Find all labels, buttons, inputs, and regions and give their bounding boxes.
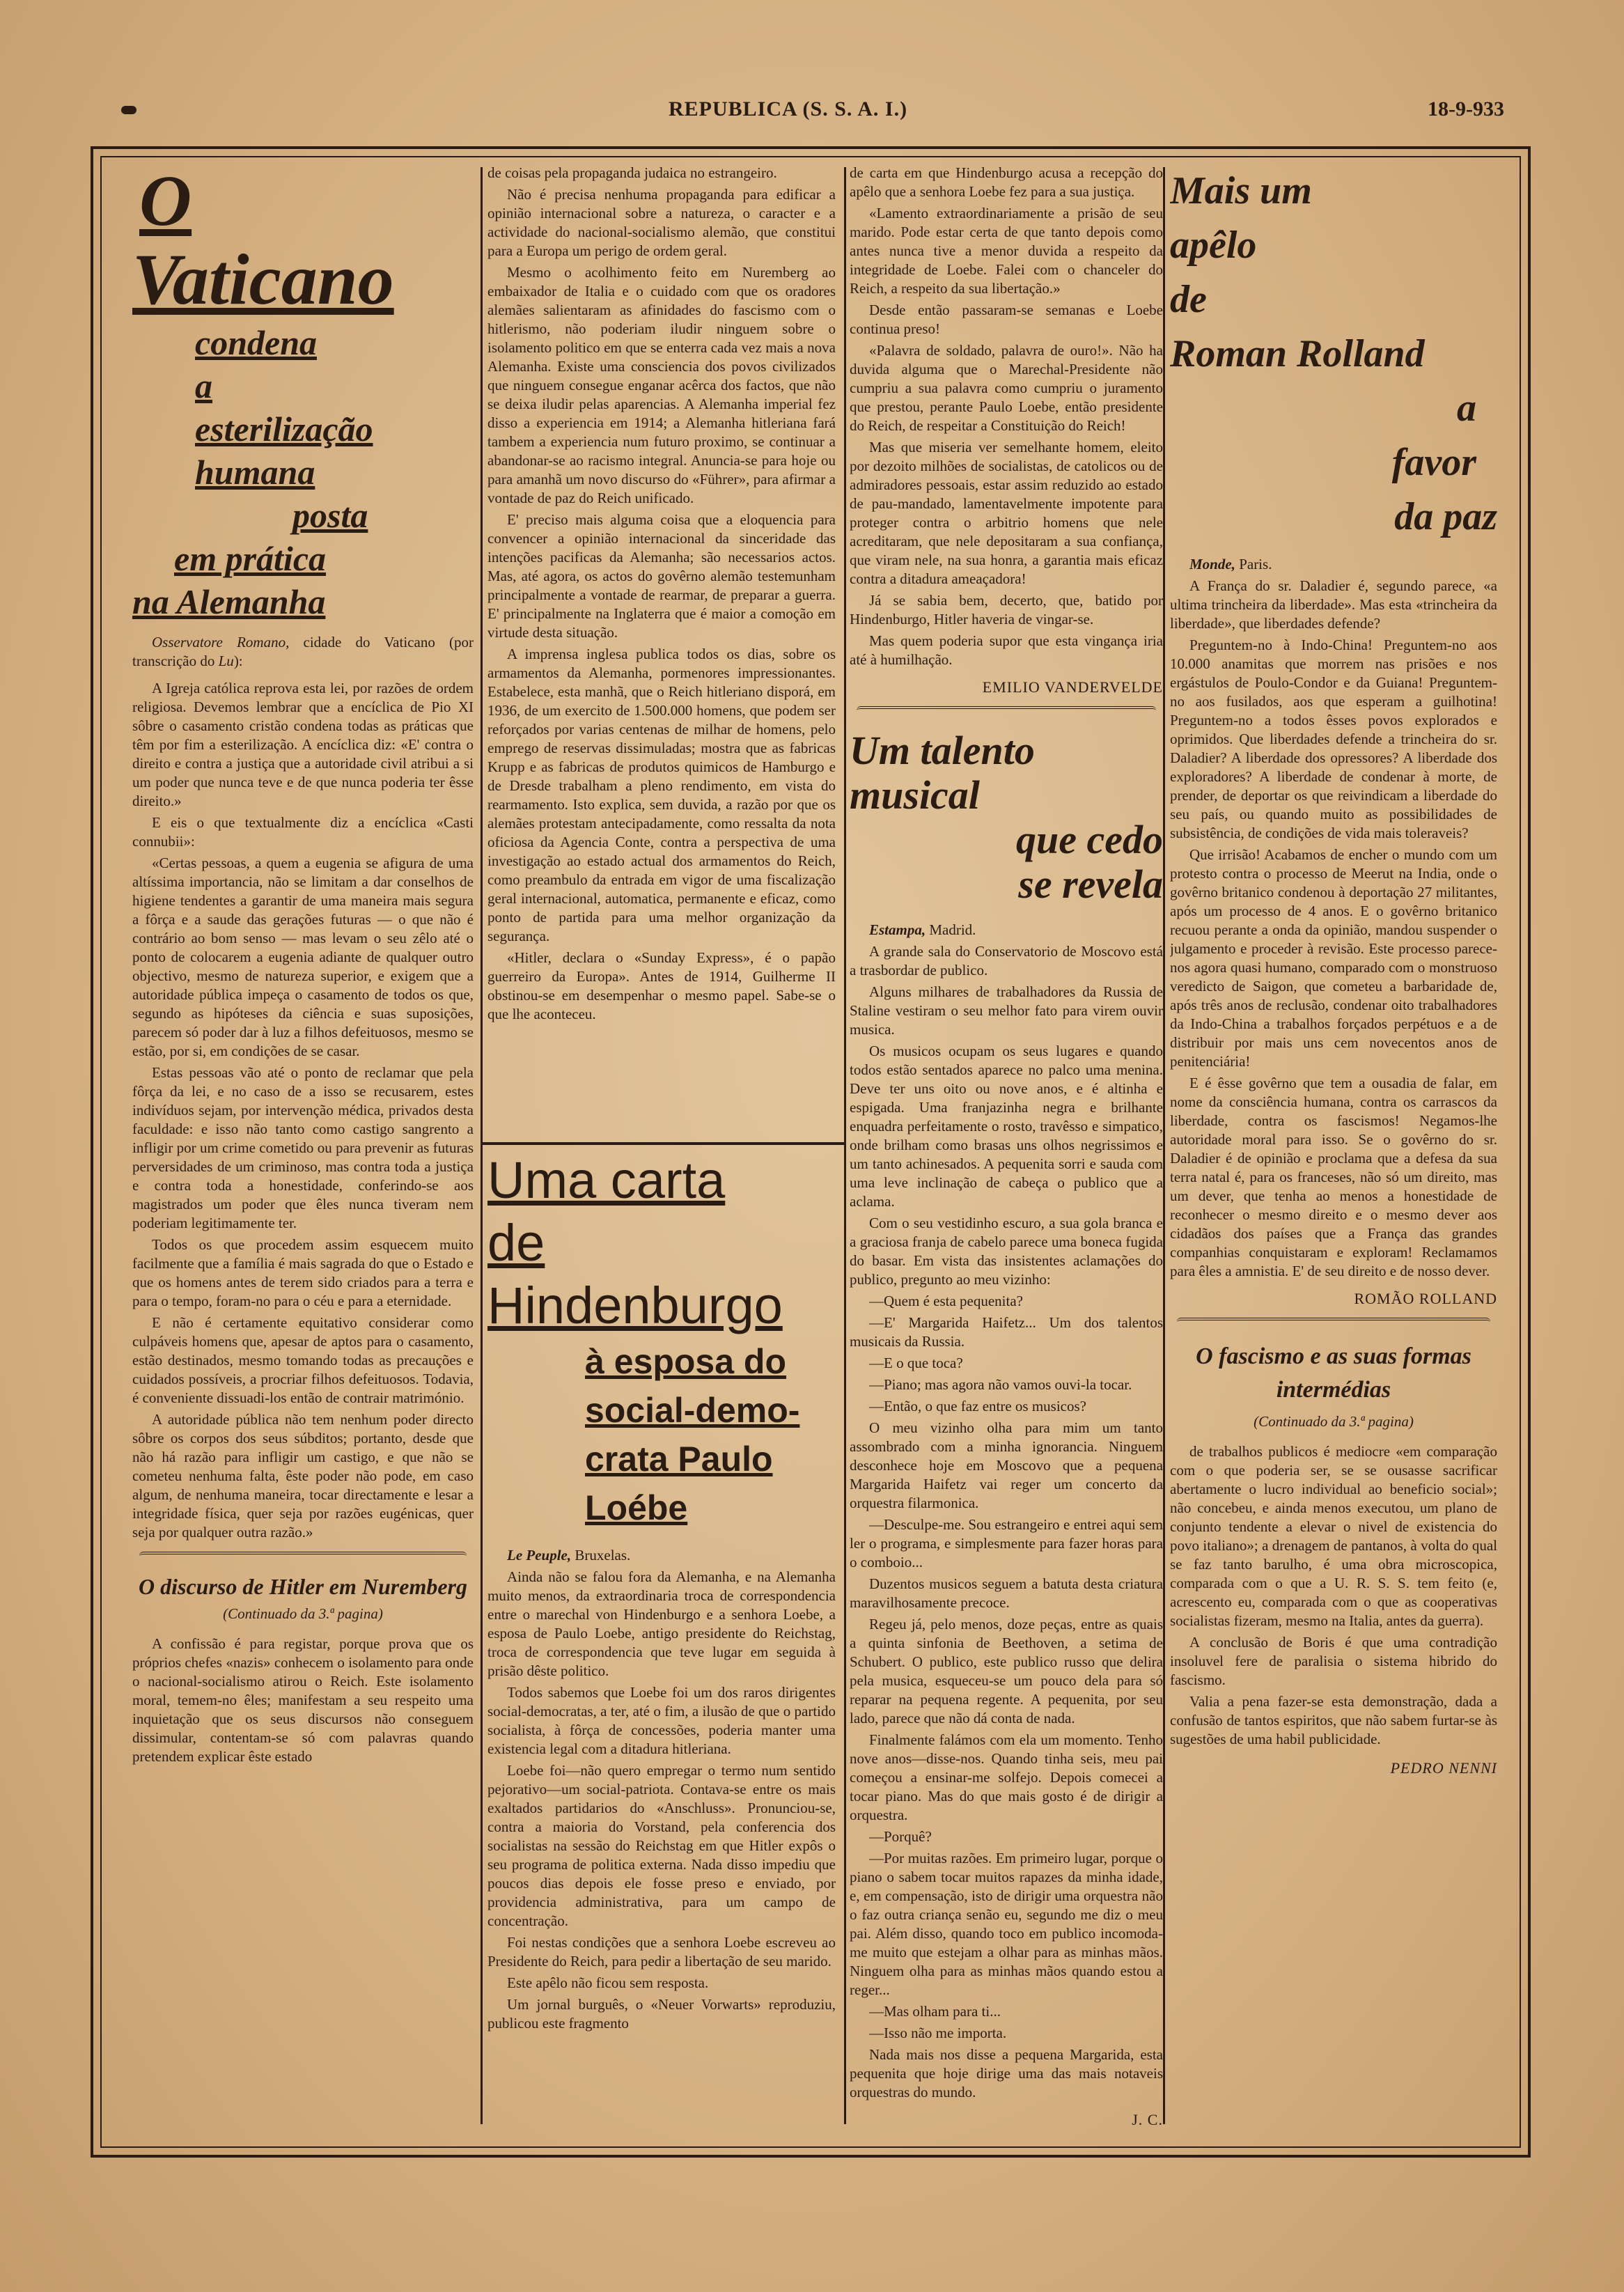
rolland-headline: de <box>1170 278 1207 321</box>
article-carta <box>487 1149 836 2089</box>
body-paragraph: —Porquê? <box>869 1828 932 1845</box>
rolland-headline: apêlo <box>1170 224 1257 267</box>
body-paragraph: Finalmente falámos com ela um momento. Tenho nove anos—disse-nos. Quando tinha seis, meu pai começou a ensinar-me solfejo. Depois comecei a tocar piano. Mas do que mais gosto é de dirigir a orquestra. <box>850 1731 1163 1823</box>
article-source: Monde, Paris. <box>1189 556 1272 572</box>
carta-subhead: à esposa do <box>585 1342 786 1381</box>
article-source: Estampa, Madrid. <box>869 921 976 938</box>
rolland-headline: Mais um <box>1170 169 1312 212</box>
article-source: Osservatore Romano, cidade do Vaticano (por transcrição do Lu): <box>132 634 474 669</box>
subhead-line: em prática <box>174 539 327 578</box>
page-header <box>125 98 1504 132</box>
talento-headline: se revela <box>1018 862 1163 907</box>
body-paragraph: —E' Margarida Haifetz... Um dos talentos musicais da Russia. <box>850 1314 1163 1350</box>
headline-o: O <box>139 164 192 241</box>
headline-vaticano: Vaticano <box>132 240 394 320</box>
body-paragraph: de coisas pela propaganda judaica no estrangeiro. <box>487 164 777 181</box>
masthead-title: REPUBLICA (S. S. A. I.) <box>669 98 908 120</box>
section-divider <box>1177 1318 1490 1330</box>
article-carta-continued <box>850 164 1163 2135</box>
body-paragraph: Alguns milhares de trabalhadores da Russia de Staline vestiram o seu melhor fato para virem ouvir musica. <box>850 983 1163 1038</box>
subhead-line: posta <box>292 496 368 535</box>
body-paragraph: Os musicos ocupam os seus lugares e quando todos estão sentados aparece no palco uma menina. Deve ter uns oito ou nove anos, e é altinha e espigada. Uma franjazinha negra e brilhante enquadra perfeitamente o rosto, travêsso e simpatico, onde brilham como brasas uns olhos negrissimos e um tanto achinesados. A pequenita sorri e sauda com uma leve inclinação de cabeça o publico que a aclama. <box>850 1043 1163 1210</box>
body-paragraph: E é êsse govêrno que tem a ousadia de falar, em nome da consciência humana, contra os carrascos da liberdade, contra os fascismos! Negamos-lhe autoridade moral para isso. Se o govêrno do sr. Daladier é de opinião e proclama que a defesa da sua terra natal é, para os franceses, não só um direito, mas um dever, que tenha ao menos a honestidade de reconhecer o mesmo direito e o mesmo dever aos cidadãos dos países que a França das grandes companhias conquistaram e exploram! Reclamamos para êles a amnistia. E' de seu direito e de nosso dever. <box>1170 1075 1497 1279</box>
body-paragraph: E não é certamente equitativo considerar como culpáveis homens que, apesar de aptos para o casamento, estão destinados, mesmo tomando todas as precauções e cuidados possíveis, a procriar filhos defeituosos. Todavia, é conveniente dissuadi-los então de contrair matrimónio. <box>132 1314 474 1406</box>
section-divider <box>139 1552 467 1564</box>
rolland-headline: da paz <box>1394 495 1497 538</box>
body-paragraph: Mas que miseria ver semelhante homem, eleito por dezoito milhões de socialistas, de catolicos ou de admiradores pessoais, estar assim reduzido ao estado de pau-mandado, lamentavelmente impotente para proteger contra o arbitrio homens que nele acreditaram, que nele depositaram a sua confiança, que viram nele, na sua honra, a garantia mais eficaz contra a ditadura ameaçadora! <box>850 439 1163 587</box>
body-paragraph: E' preciso mais alguma coisa que a eloquencia para convencer a opinião internacional da sinceridade das intenções pacificas da Alemanha; são necessarios actos. Mas, até agora, os actos do govêrno alemão testemunham principalmente a vontade de rearmar, de preparar a guerra. E' principalmente na Inglaterra que é maior a comoção em virtude desta situação. <box>487 511 836 641</box>
body-paragraph: Duzentos musicos seguem a batuta desta criatura maravilhosamente precoce. <box>850 1575 1163 1611</box>
body-paragraph: Mesmo o acolhimento feito em Nuremberg ao embaixador de Italia e o cuidado com que os oradores alemães salientaram as afinidades do fascismo com o hitlerismo, não poderiam iludir ninguem sobre o isolamento politico em que se enterra cada vez mais a nova Alemanha. Existe uma consciencia dos povos civilizados que ninguem consegue enganar acêrca dos factos, que não se deixa iludir pelas aparencias. A Alemanha imperial fez disso a experiencia em 1914; a Alemanha hitleriana fará tambem a experiencia num futuro proximo, se continuar a abandonar-se ao racismo integral. Anuncia-se para hoje ou para amanhã um novo discurso do «Führer», para afirmar a vontade de paz do Reich unificado. <box>487 264 836 506</box>
body-paragraph: Valia a pena fazer-se esta demonstração, dada a confusão de tantos espiritos, que não sabem furtar-se às sugestões de uma habil publicidade. <box>1170 1693 1497 1747</box>
subhead-line: humana <box>195 453 315 492</box>
body-paragraph: Todos sabemos que Loebe foi um dos raros dirigentes social-democratas, a ter, até o fim, a ilusão de que o partido socialista, à fôrça de concessões, poderia manter uma existencia legal com a ditadura hitleriana. <box>487 1684 836 1757</box>
body-paragraph: Desde então passaram-se semanas e Loebe continua preso! <box>850 302 1163 337</box>
body-paragraph: —Desculpe-me. Sou estrangeiro e entrei aqui sem ler o programa, e simplesmente para fazer horas para o comboio... <box>850 1516 1163 1570</box>
body-paragraph: A imprensa inglesa publica todos os dias, sobre os armamentos da Alemanha, pormenores impressionantes. Estabelece, esta manhã, que o Reich hitleriano disporá, em 1936, de um exercito de 1.500.000 homens, que podem ser reforçados por varias centenas de milhar de homens, pelo emprego de reservas dissimuladas; mostra que as fabricas Krupp e as fabricas de produtos quimicos de Hamburgo e de Dresde trabalham a pleno rendimento, em vista do rearmamento. Isto explica, sem duvida, a razão por que os alemães protestam antecipadamente, como ressalta da nota oficiosa da Agencia Conte, contra a perspectiva de uma investigação ao estado actual dos armamentos do Reich, como preambulo da entrada em vigor de uma fiscalização geral internacional, automatica, permanente e eficaz, como ponto de partida para uma melhor organização da segurança. <box>487 646 836 944</box>
subhead-line: na Alemanha <box>132 582 326 621</box>
hitler-headline: O discurso de Hitler em Nuremberg <box>139 1574 467 1599</box>
body-paragraph: A confissão é para registar, porque prova que os próprios chefes «nazis» conhecem o isolamento para onde o nacional-socialismo atirou o Reich. Este isolamento moral, temem-no êles; manifestam a seu respeito uma inquietação que os seus discursos não conseguem dissimular, contentam-se só com palavras quando pretendem explicar êste estado <box>132 1635 474 1765</box>
body-paragraph: —Por muitas razões. Em primeiro lugar, porque o piano o sabem tocar muitos rapazes da minha idade, e, em compensação, isto de dirigir uma orquestra não o faz outra criança senão eu, segundo me diz o meu pai. Além disso, quando toco em publico incomoda-me muito que estejam a olhar para as minhas mãos. Ninguem olha para as minhas mãos quando estou a reger... <box>850 1850 1163 1998</box>
article-vaticano <box>132 164 474 2135</box>
article-hitler-continued <box>487 164 836 1125</box>
body-paragraph: Não é precisa nenhuma propaganda para edificar a opinião internacional sobre a natureza, o caracter e a actividade do nacional-socialismo alemão, que constitui para a Europa um perigo de ordem geral. <box>487 186 836 259</box>
signature: PEDRO NENNI <box>1390 1759 1497 1777</box>
body-paragraph: Este apêlo não ficou sem resposta. <box>507 1974 709 1991</box>
body-paragraph: Todos os que procedem assim esquecem muito facilmente que a família é mais sagrada do que o Estado e que os homens antes de terem sido criados para a terra e para o tempo, foram-no para o céu e para a eternidade. <box>132 1236 474 1309</box>
body-paragraph: O meu vizinho olha para mim um tanto assombrado com a minha ignorancia. Ninguem desconhece hoje em Moscovo que a pequena Margarida Haifetz vai reger um concerto da orquestra filarmonica. <box>850 1419 1163 1511</box>
body-paragraph: Ainda não se falou fora da Alemanha, e na Alemanha muito menos, da extraordinaria troca de correspondencia entre o marechal von Hindenburgo e a senhora Loebe, a esposa de Paulo Loebe, antigo presidente do Reichstag, troca de correspondencia que teve lugar em seguida à prisão dêste politico. <box>487 1568 836 1679</box>
body-paragraph: «Lamento extraordinariamente a prisão de seu marido. Pode estar certa de que tanto depois como antes nunca tive a menor duvida a respeito da integridade de Loebe. Falei com o chanceler do Reich, a respeito da sua libertação.» <box>850 205 1163 297</box>
signature: J. C. <box>1132 2111 1163 2128</box>
talento-headline: que cedo <box>1016 817 1163 862</box>
column-rule <box>844 167 846 2124</box>
rolland-headline: a <box>1457 387 1476 430</box>
carta-headline: de <box>487 1214 545 1272</box>
subhead-line: condena <box>195 323 317 362</box>
carta-subhead: social-demo- <box>585 1391 800 1430</box>
body-paragraph: «Hitler, declara o «Sunday Express», é o papão guerreiro da Europa». Antes de 1914, Guilherme II obstinou-se em desempenhar o mesmo papel. Sabe-se o que lhe aconteceu. <box>487 949 836 1022</box>
body-paragraph: —Piano; mas agora não vamos ouvi-la tocar. <box>869 1376 1132 1393</box>
continued-note: (Continuado da 3.ª pagina) <box>1254 1413 1414 1430</box>
section-divider <box>857 706 1156 719</box>
carta-headline: Hindenburgo <box>487 1277 783 1334</box>
continued-note: (Continuado da 3.ª pagina) <box>223 1605 383 1622</box>
fascismo-headline: O fascismo e as suas formas intermédias <box>1196 1343 1471 1403</box>
body-paragraph: Nada mais nos disse a pequena Margarida, esta pequenita que hoje dirige uma das mais notaveis orquestras do mundo. <box>850 2046 1163 2100</box>
body-paragraph: —E o que toca? <box>869 1355 963 1371</box>
rolland-headline: favor <box>1391 441 1476 484</box>
body-paragraph: Já se sabia bem, decerto, que, batido por Hindenburgo, Hitler haveria de vingar-se. <box>850 592 1163 627</box>
rolland-headline: Roman Rolland <box>1170 332 1425 375</box>
body-paragraph: de trabalhos publicos é mediocre «em comparação com o que poderia ser, se se ousasse sacrificar abertamente o lucro individual ao beneficio social»; não concebeu, e ainda menos executou, um plano de conjunto tendente a elevar o nivel de existencia do povo italiano»; a drenagem de pantanos, à volta do qual se faz tanto barulho, é uma obra microscopica, comparada com o que a U. R. S. S. tem feito (e, acrescento eu, comparada com o que as cooperativas socialistas fizeram, mesmo na Italia, antes da guerra). <box>1170 1443 1497 1629</box>
ink-dot <box>121 106 136 114</box>
body-paragraph: Regeu já, pelo menos, doze peças, entre as quais a quinta sinfonia de Beethoven, a setima de Schubert. O publico, este publico russo que delira pela musica, esqueceu-se um pouco dela para só reparar na pequena regente. A pequenita, por seu lado, parece que não dá conta de nada. <box>850 1616 1163 1726</box>
column-rule <box>1163 167 1165 2124</box>
body-paragraph: «Certas pessoas, a quem a eugenia se afigura de uma altíssima importancia, não se limitam a dar conselhos de higiene tendentes a garantir de uma maneira mais segura a fôrça e a saude das gerações futuras — o que não é contrário ao bom senso — mas levam o seu zêlo até o ponto de colocarem a eugenia adiante de qualquer outro objectivo, mesmo de natureza superior, e exigem que a autoridade pública impeça o casamento de todos os que, segundo as hipóteses da ciência e suas suposições, parecem só poder dar à luz a filhos defeituosos, mesmo se estão, por si, em condições de se casar. <box>132 855 474 1059</box>
body-paragraph: E eis o que textualmente diz a encíclica «Casti connubii»: <box>132 814 474 850</box>
carta-subhead: crata Paulo <box>585 1440 773 1479</box>
body-paragraph: A França do sr. Daladier é, segundo parece, «a ultima trincheira da liberdade». Mas esta «trincheira da liberdade», que liberdades defende? <box>1170 577 1497 632</box>
body-paragraph: —Quem é esta pequenita? <box>869 1293 1023 1309</box>
body-paragraph: Com o seu vestidinho escuro, a sua gola branca e a graciosa franja de cabelo parece uma boneca fugida do basar. Em vista das insistentes aclamações do publico, pregunto ao meu vizinho: <box>850 1215 1163 1288</box>
signature: EMILIO VANDERVELDE <box>982 678 1163 696</box>
body-paragraph: Loebe foi—não quero empregar o termo num sentido pejorativo—um social-patriota. Contava-se entre os mais exaltados partidarios do «Anschluss». Pronunciou-se, contra a maioria do Vorstand, pela conferencia dos socialistas na sessão do Reichstag em que Hitler expôs o seu programa de politica externa. Nada disso impediu que poucos dias depois ele fosse preso e enviado, por providencia administrativa, para um campo de concentração. <box>487 1762 836 1929</box>
column-rule <box>481 167 483 2124</box>
carta-headline: Uma carta <box>487 1151 726 1209</box>
box-rule <box>481 1142 844 1145</box>
body-paragraph: A conclusão de Boris é que uma contradição insoluvel fere de paralisia o sistema hibrido do fascismo. <box>1170 1634 1497 1688</box>
talento-headline: musical <box>850 772 980 818</box>
body-paragraph: de carta em que Hindenburgo acusa a recepção do apêlo que a senhora Loebe fez para a sua justiça. <box>850 164 1163 200</box>
body-paragraph: —Mas olham para ti... <box>869 2003 1001 2020</box>
body-paragraph: —Então, o que faz entre os musicos? <box>869 1398 1086 1414</box>
body-paragraph: Estas pessoas vão até o ponto de reclamar que pela fôrça da lei, e no caso de a isso se recusarem, estes indivíduos sejam, por intervenção médica, privados desta faculdade: e isso não tanto como castigo sangrento a infligir por um crime cometido ou para prevenir as futuras perversidades de um criminoso, mas contra toda a justiça e contra toda a honestidade, conferindo-se aos magistrados um poder que êles nunca tiveram nem poderiam legitimamente ter. <box>132 1064 474 1231</box>
body-paragraph: A autoridade pública não tem nenhum poder directo sôbre os corpos dos seus súbditos; portanto, desde que não há razão para infligir um castigo, e que não se cometeu nenhuma falta, êste poder não pode, em caso algum, de nenhuma maneira, tocar directamente e lesar a integridade física, quer seja por razões eugénicas, quer seja por qualquer outra razão.» <box>132 1411 474 1541</box>
body-paragraph: Mas quem poderia supor que esta vingança iria até à humilhação. <box>850 632 1163 668</box>
article-rolland <box>1170 164 1497 2135</box>
issue-date: 18-9-933 <box>1428 98 1504 120</box>
body-paragraph: Foi nestas condições que a senhora Loebe escreveu ao Presidente do Reich, para pedir a libertação de seu marido. <box>487 1934 836 1970</box>
signature: ROMÃO ROLLAND <box>1354 1290 1497 1307</box>
subhead-line: a <box>195 366 212 405</box>
body-paragraph: A Igreja católica reprova esta lei, por razões de ordem religiosa. Devemos lembrar que a encíclica de Pio XI sôbre o casamento cristão condena todas as práticas que têm por fim a esterilização. A encíclica diz: «E' contra o direito e contra a justiça que a autoridade civil atribui a si um poder que nunca teve e de que nunca poderia ter êsse direito.» <box>132 680 474 809</box>
body-paragraph: Que irrisão! Acabamos de encher o mundo com um protesto contra o processo de Meerut na India, onde o govêrno britanico condenou à deportação 27 militantes, após um processo de 4 anos. E o govêrno britanico recuou perante a onda da opinião, mandou suspender o julgamento e proceder à revisão. Este processo parece-nos agora quasi humano, comparado com o monstruoso veredicto de Saigon, que cometeu a barbaridade de, após três anos de reclusão, condenar oito trabalhadores da Indo-China a trabalhos forçados perpétuos e a de distribuir por mais uns cem novecentos anos de penitenciária! <box>1170 846 1497 1070</box>
subhead-line: esterilização <box>195 410 373 449</box>
body-paragraph: Preguntem-no à Indo-China! Preguntem-no aos 10.000 anamitas que morrem nas prisões e nos ergástulos de Poulo-Condor e da Guiana! Preguntem-no aos fusilados, aos que esperam a guilhotina! Preguntem-no a todos êsses povos explorados e oprimidos. Que liberdades defende a trincheira do sr. Daladier? A liberdade dos opressores? A liberdade dos exploradores? A liberdade de condenar à morte, de prender, de deportar os que reivindicam a liberdade do seu país, ou quando muito as possibilidades de subsistência, de condições de vida mais toleraveis? <box>1170 637 1497 841</box>
body-paragraph: «Palavra de soldado, palavra de ouro!». Não ha duvida alguma que o Marechal-Presidente não cumpriu a sua palavra como cumpriu o juramento que prestou, perante Paulo Loebe, então presidente do Reich, de respeitar a Constituição do Reich! <box>850 342 1163 434</box>
body-paragraph: —Isso não me importa. <box>869 2025 1007 2041</box>
body-paragraph: Um jornal burguês, o «Neuer Vorwarts» reproduziu, publicou este fragmento <box>487 1996 836 2032</box>
article-source: Le Peuple, Bruxelas. <box>507 1547 631 1564</box>
body-paragraph: A grande sala do Conservatorio de Moscovo está a trasbordar de publico. <box>850 943 1163 979</box>
talento-headline: Um talento <box>850 728 1035 773</box>
carta-subhead: Loébe <box>585 1488 688 1527</box>
